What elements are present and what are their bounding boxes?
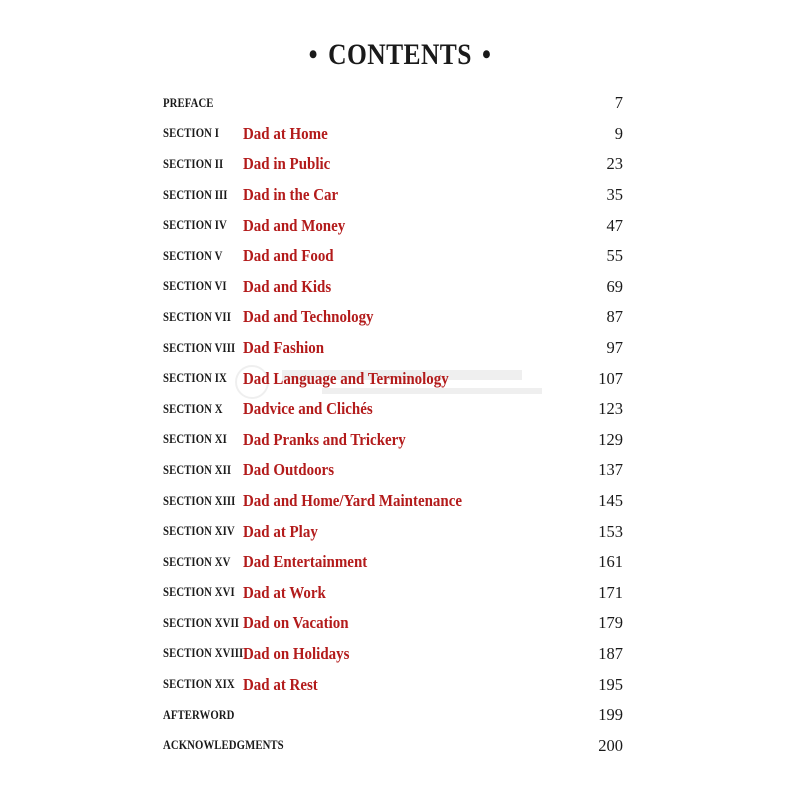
toc-entry-label: SECTION XVII <box>163 615 240 630</box>
toc-entry-label: SECTION XIV <box>163 524 235 539</box>
toc-entry <box>163 700 623 731</box>
toc-entry-page-number: 137 <box>598 460 623 480</box>
toc-entry-page-number: 9 <box>614 123 623 143</box>
toc-entry-title: Dad and Food <box>243 246 334 266</box>
toc-entry <box>163 333 623 364</box>
toc-entry-page-number: 179 <box>598 613 623 633</box>
toc-entry-title: Dad at Work <box>243 582 326 602</box>
toc-entry-page-number: 123 <box>598 399 623 419</box>
toc-entry <box>163 486 623 517</box>
title-bullet-right: • <box>482 38 492 71</box>
page-title <box>60 38 740 72</box>
toc-entry-label: SECTION V <box>163 248 223 263</box>
toc-entry-page-number: 200 <box>598 735 623 755</box>
toc-entry-label: SECTION XV <box>163 554 231 569</box>
toc-entry-page-number: 23 <box>606 154 623 174</box>
toc-entry-title: Dad and Kids <box>243 276 332 296</box>
toc-entry-page-number: 7 <box>614 93 623 113</box>
toc-entry-page-number: 187 <box>598 643 623 663</box>
toc-entry-page-number: 171 <box>598 582 623 602</box>
toc-entry <box>163 669 623 700</box>
title-text: CONTENTS <box>328 38 472 71</box>
toc-list <box>163 88 623 761</box>
toc-entry-label: SECTION X <box>163 401 223 416</box>
toc-entry-label: SECTION XIII <box>163 493 236 508</box>
toc-entry-title: Dad and Home/Yard Maintenance <box>243 491 463 511</box>
toc-entry <box>163 272 623 303</box>
toc-entry-page-number: 97 <box>606 338 623 358</box>
toc-entry-label: SECTION XII <box>163 462 232 477</box>
toc-entry-label: ACKNOWLEDGMENTS <box>163 738 284 753</box>
toc-entry-title: Dad at Play <box>243 521 318 541</box>
toc-entry <box>163 180 623 211</box>
toc-entry <box>163 730 623 761</box>
toc-entry-label: SECTION VIII <box>163 340 236 355</box>
toc-entry-label: SECTION VI <box>163 279 227 294</box>
toc-entry <box>163 394 623 425</box>
toc-entry <box>163 639 623 670</box>
toc-entry-title: Dad and Money <box>243 215 346 235</box>
toc-entry-page-number: 55 <box>606 246 623 266</box>
toc-entry <box>163 241 623 272</box>
toc-entry-title: Dad Language and Terminology <box>243 368 449 388</box>
toc-entry-label: SECTION IX <box>163 371 227 386</box>
toc-entry-page-number: 153 <box>598 521 623 541</box>
toc-entry-title: Dadvice and Clichés <box>243 399 373 419</box>
toc-entry-label: PREFACE <box>163 95 214 110</box>
toc-entry-page-number: 35 <box>606 185 623 205</box>
toc-entry-page-number: 129 <box>598 429 623 449</box>
toc-entry-title: Dad on Holidays <box>243 643 350 663</box>
toc-entry-page-number: 107 <box>598 368 623 388</box>
toc-entry-title: Dad Entertainment <box>243 552 368 572</box>
toc-entry-title: Dad in Public <box>243 154 331 174</box>
toc-entry-title: Dad on Vacation <box>243 613 349 633</box>
toc-entry-label: SECTION XI <box>163 432 227 447</box>
toc-entry <box>163 210 623 241</box>
toc-entry <box>163 455 623 486</box>
toc-entry-page-number: 199 <box>598 705 623 725</box>
title-bullet-left: • <box>308 38 318 71</box>
toc-entry <box>163 547 623 578</box>
toc-entry <box>163 149 623 180</box>
toc-entry <box>163 578 623 609</box>
toc-entry-label: SECTION II <box>163 156 224 171</box>
toc-entry-label: SECTION IV <box>163 218 227 233</box>
toc-entry-label: SECTION XVIII <box>163 646 244 661</box>
toc-entry-title: Dad at Home <box>243 123 328 143</box>
toc-entry-label: SECTION XIX <box>163 677 235 692</box>
toc-entry-page-number: 87 <box>606 307 623 327</box>
toc-entry-title: Dad in the Car <box>243 185 339 205</box>
toc-entry-page-number: 47 <box>606 215 623 235</box>
toc-entry-title: Dad and Technology <box>243 307 374 327</box>
toc-entry-label: SECTION I <box>163 126 220 141</box>
toc-entry <box>163 516 623 547</box>
toc-entry-page-number: 195 <box>598 674 623 694</box>
toc-entry-page-number: 69 <box>606 276 623 296</box>
toc-entry-label: SECTION III <box>163 187 228 202</box>
toc-entry <box>163 425 623 456</box>
toc-entry-label: SECTION VII <box>163 309 231 324</box>
toc-entry <box>163 119 623 150</box>
toc-entry-title: Dad Pranks and Trickery <box>243 429 406 449</box>
toc-entry-label: SECTION XVI <box>163 585 235 600</box>
toc-entry <box>163 88 623 119</box>
toc-entry-page-number: 145 <box>598 491 623 511</box>
toc-entry-title: Dad at Rest <box>243 674 318 694</box>
toc-entry-label: AFTERWORD <box>163 707 235 722</box>
toc-entry <box>163 363 623 394</box>
toc-entry-title: Dad Fashion <box>243 338 325 358</box>
toc-entry-page-number: 161 <box>598 552 623 572</box>
toc-entry <box>163 608 623 639</box>
toc-entry <box>163 302 623 333</box>
toc-entry-title: Dad Outdoors <box>243 460 335 480</box>
